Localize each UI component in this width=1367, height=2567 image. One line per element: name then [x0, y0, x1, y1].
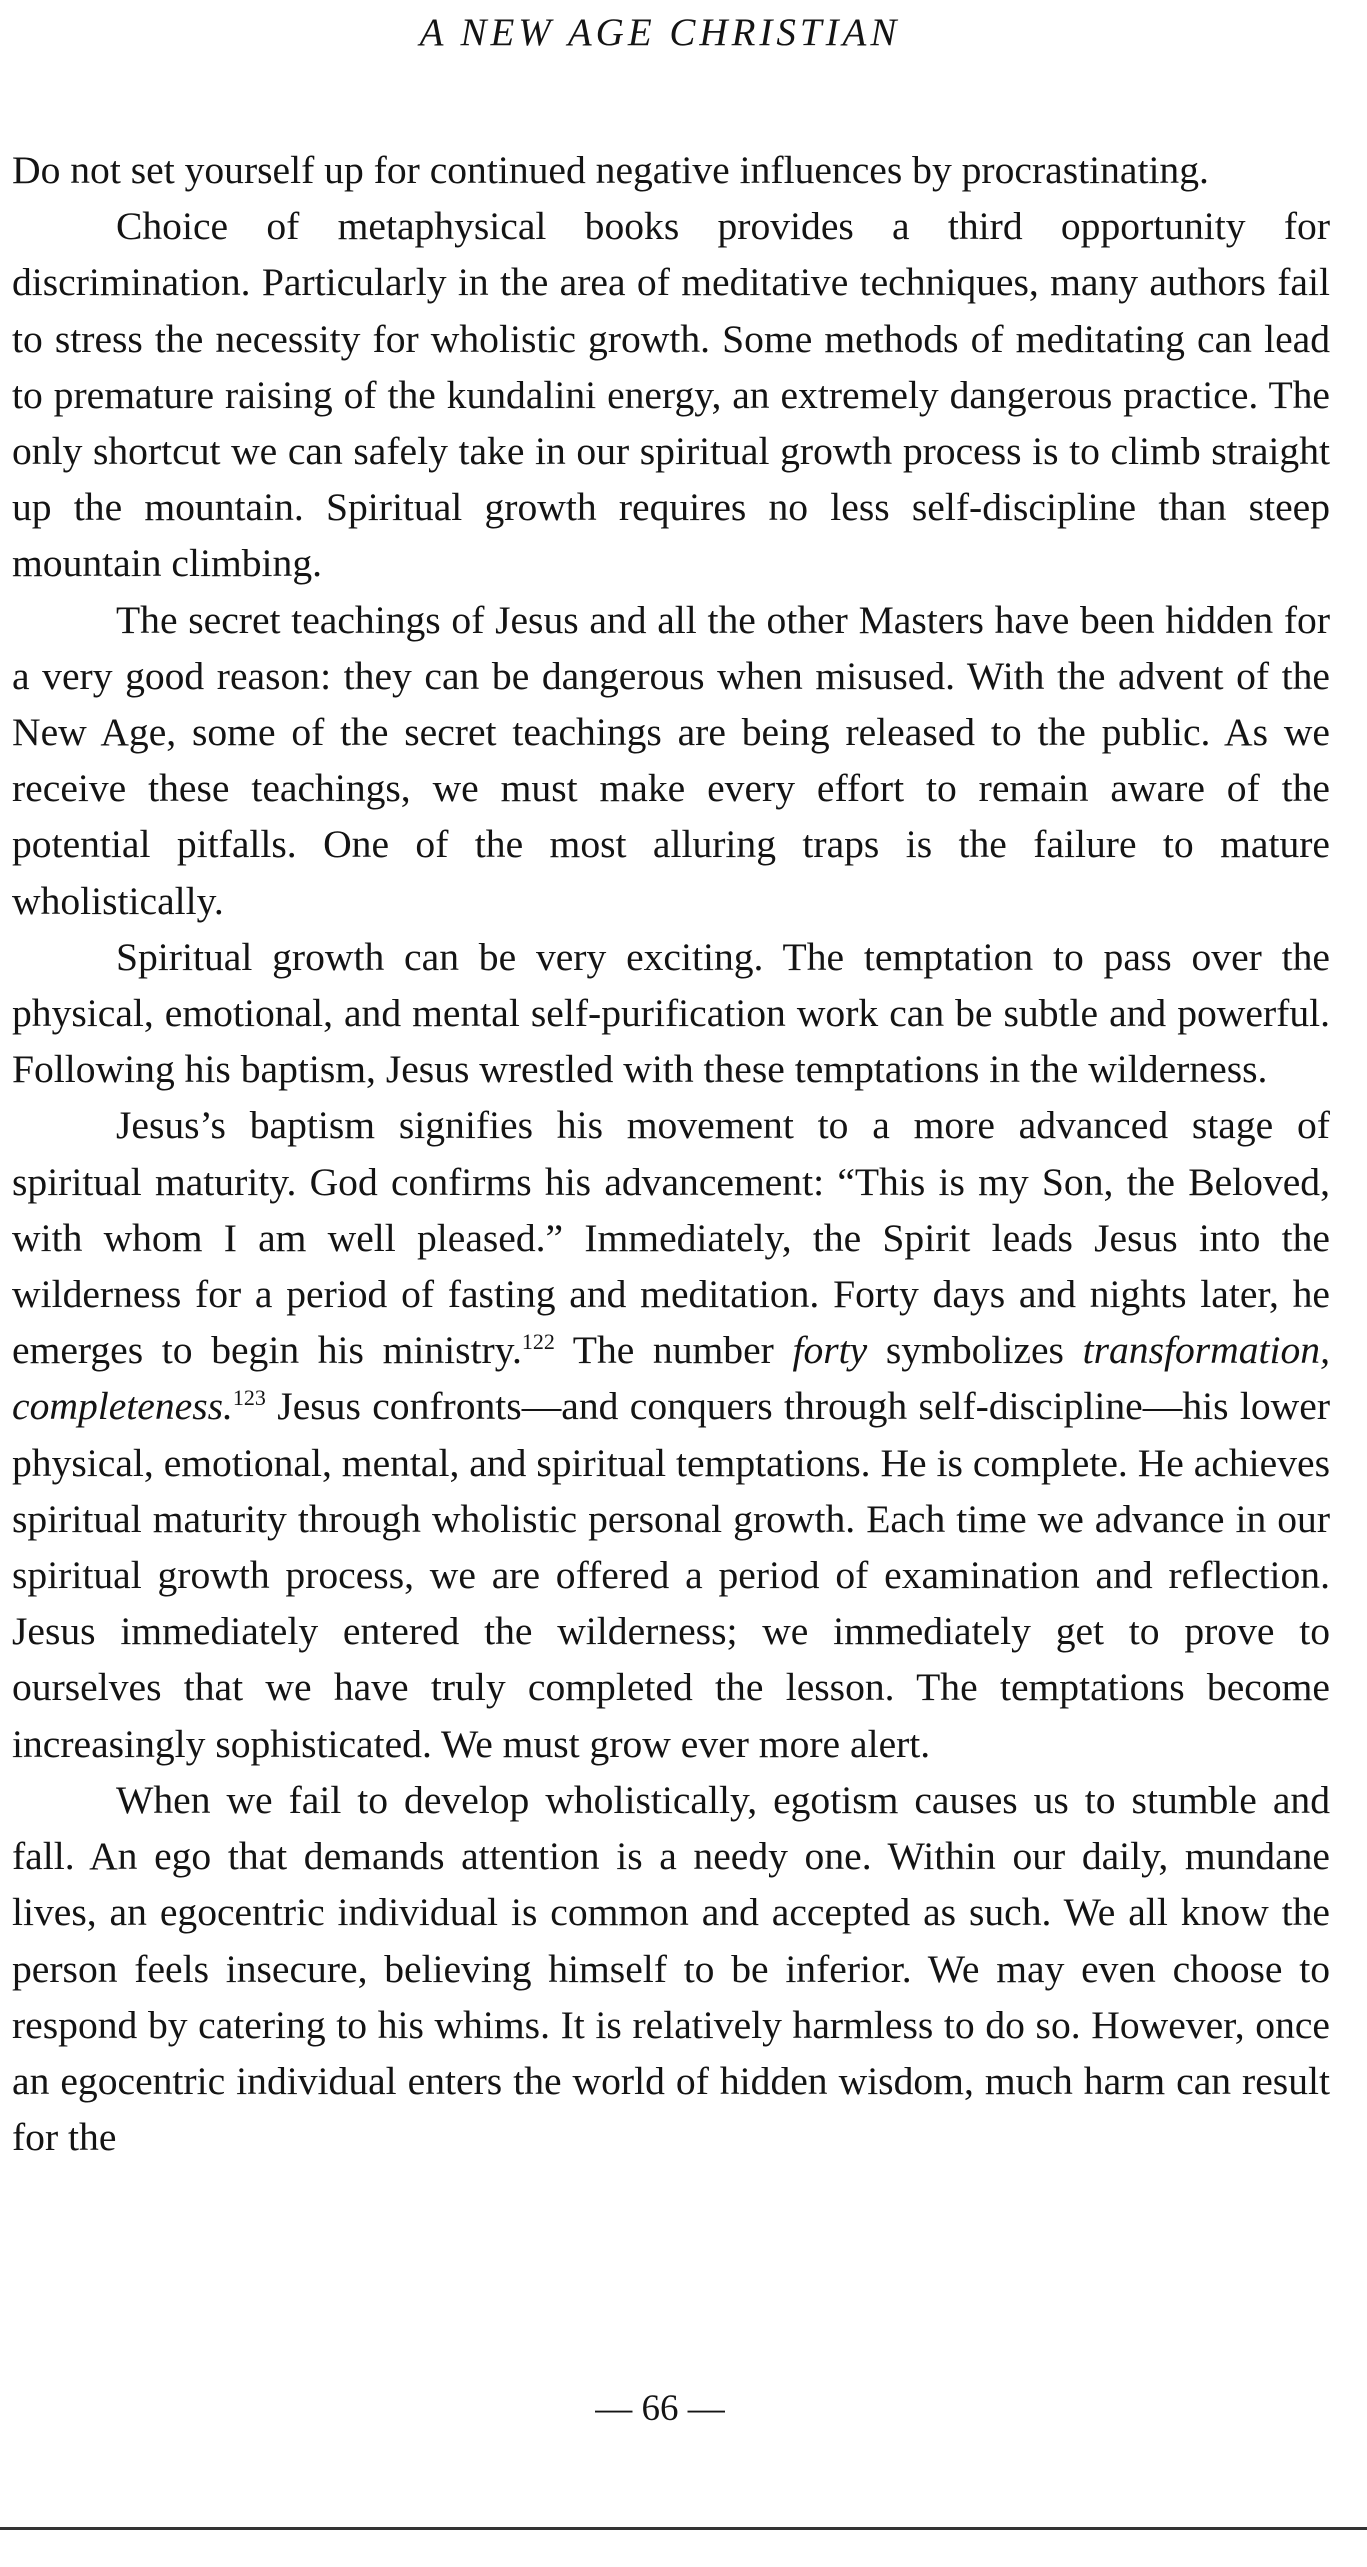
body-text — [12, 142, 1330, 2165]
emphasis-forty: forty — [792, 1328, 868, 1373]
paragraph-spiritual-growth: Spiritual growth can be very exciting. The temptation to pass over the physical, emotional, and mental self-purification work can be subtle and powerful. Following his baptism, Jesus wrestled with these temptations in the wilderness. — [12, 934, 1330, 1092]
running-head: A NEW AGE CHRISTIAN — [419, 11, 901, 54]
paragraph-secret-teachings: The secret teachings of Jesus and all the other Masters have been hidden for a very good reason: they can be dangerous when misused. With the advent of the New Age, some of the secret teachings are being released to the public. As we receive these teachings, we must make every effort to remain aware of the potential pitfalls. One of the most alluring traps is the failure to mature wholistically. — [12, 597, 1330, 923]
footnote-marker-123: 123 — [232, 1385, 266, 1411]
emphasis-transformation: transformation, completeness. — [12, 1328, 1330, 1429]
baptism-text-b: The number — [554, 1328, 793, 1373]
paragraph-egotism: When we fail to develop wholistically, egotism causes us to stumble and fall. An ego that demands attention is a needy one. Within our daily, mundane lives, an egocentric individual is common and accepted as such. We all know the person feels insecure, believing himself to be inferior. We may even choose to respond by catering to his whims. It is relatively harmless to do so. However, once an egocentric individual enters the world of hidden wisdom, much harm can result for the — [12, 1777, 1330, 2160]
paragraph-baptism — [12, 1097, 1330, 1771]
bottom-rule — [0, 2527, 1367, 2530]
footnote-marker-122: 122 — [521, 1329, 555, 1355]
baptism-text-d: Jesus confronts—and conquers through self-discipline—his lower physical, emotional, mental, and spiritual temptations. He is complete. He achieves spiritual maturity through wholistic personal growth. Each time we advance in our spiritual growth process, we are offered a period of examination and reflection. Jesus immediately entered the wilderness; we immediately get to prove to ourselves that we have truly completed the lesson. The temptations become increasingly sophisticated. We must grow ever more alert. — [12, 1384, 1330, 1766]
page-number: — 66 — — [595, 2388, 725, 2429]
paragraph-metaphysical-books: Choice of metaphysical books provides a third opportunity for discrimination. Particularly in the area of meditative techniques, many authors fail to stress the necessity for wholistic growth. Some methods of meditating can lead to premature raising of the kundalini energy, an extremely dangerous practice. The only shortcut we can safely take in our spiritual growth process is to climb straight up the mountain. Spiritual growth requires no less self-discipline than steep mountain climbing. — [12, 204, 1330, 586]
paragraph-continued: Do not set yourself up for continued negative influences by procrastinating. — [12, 148, 1209, 192]
baptism-text-c: symbolizes — [867, 1328, 1083, 1373]
baptism-text-a: Jesus’s baptism signifies his movement to a more advanced stage of spiritual maturity. God confirms his advancement: “This is my Son, the Beloved, with whom I am well pleased.” Immediately, the Spirit leads Jesus into the wilderness for a period of fasting and meditation. Forty days and nights later, he emerges to begin his ministry. — [12, 1103, 1330, 1373]
